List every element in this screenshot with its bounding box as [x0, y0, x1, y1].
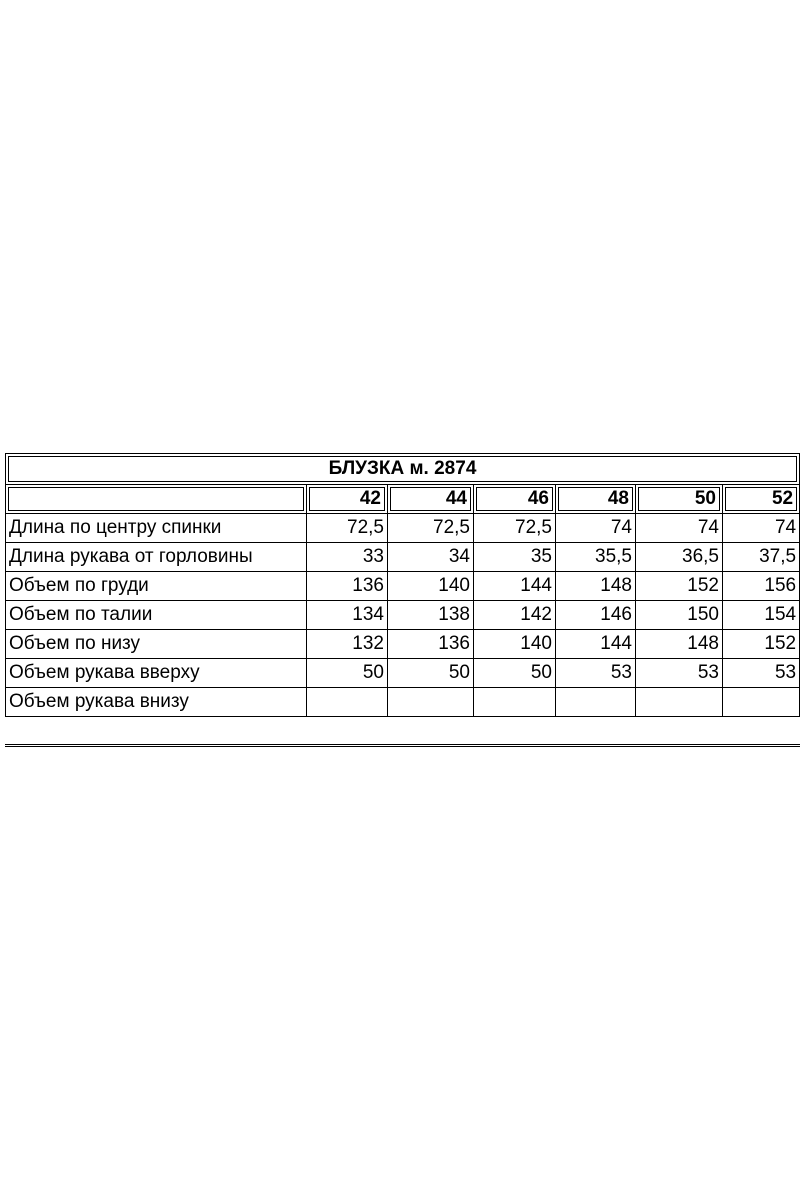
value-cell: 74 — [636, 514, 723, 543]
value-cell: 36,5 — [636, 543, 723, 572]
value-cell: 50 — [388, 659, 474, 688]
value-cell: 74 — [556, 514, 636, 543]
value-cell: 142 — [474, 601, 556, 630]
value-cell: 152 — [636, 572, 723, 601]
size-header-cell: 48 — [556, 485, 636, 514]
table-title: БЛУЗКА м. 2874 — [5, 453, 800, 485]
measurement-label: Объем по талии — [5, 601, 307, 630]
measurement-label: Объем рукава внизу — [5, 688, 307, 717]
table-row — [5, 659, 800, 688]
table-bottom-border — [5, 744, 800, 747]
measurement-label: Объем рукава вверху — [5, 659, 307, 688]
value-cell — [636, 688, 723, 717]
value-cell: 150 — [636, 601, 723, 630]
size-header-cell: 42 — [307, 485, 388, 514]
value-cell: 134 — [307, 601, 388, 630]
value-cell: 148 — [636, 630, 723, 659]
value-cell: 35,5 — [556, 543, 636, 572]
measurement-label: Объем по груди — [5, 572, 307, 601]
size-chart-table — [5, 453, 800, 717]
value-cell: 34 — [388, 543, 474, 572]
value-cell: 154 — [723, 601, 800, 630]
value-cell — [388, 688, 474, 717]
value-cell: 33 — [307, 543, 388, 572]
value-cell: 35 — [474, 543, 556, 572]
value-cell: 72,5 — [307, 514, 388, 543]
measurement-label: Длина рукава от горловины — [5, 543, 307, 572]
value-cell: 148 — [556, 572, 636, 601]
value-cell: 152 — [723, 630, 800, 659]
value-cell: 132 — [307, 630, 388, 659]
measurement-label: Объем по низу — [5, 630, 307, 659]
table-row — [5, 514, 800, 543]
value-cell: 37,5 — [723, 543, 800, 572]
size-header-cell: 52 — [723, 485, 800, 514]
value-cell — [307, 688, 388, 717]
value-cell: 144 — [556, 630, 636, 659]
value-cell: 50 — [474, 659, 556, 688]
size-header-cell: 44 — [388, 485, 474, 514]
value-cell — [556, 688, 636, 717]
value-cell — [723, 688, 800, 717]
table-row — [5, 543, 800, 572]
title-row — [5, 453, 800, 485]
table-row — [5, 688, 800, 717]
value-cell: 50 — [307, 659, 388, 688]
value-cell: 138 — [388, 601, 474, 630]
value-cell: 72,5 — [474, 514, 556, 543]
value-cell: 53 — [723, 659, 800, 688]
value-cell: 136 — [388, 630, 474, 659]
value-cell: 144 — [474, 572, 556, 601]
value-cell: 140 — [474, 630, 556, 659]
table-row — [5, 572, 800, 601]
value-cell — [474, 688, 556, 717]
value-cell: 156 — [723, 572, 800, 601]
value-cell: 146 — [556, 601, 636, 630]
measurement-label: Длина по центру спинки — [5, 514, 307, 543]
value-cell: 53 — [636, 659, 723, 688]
header-corner-cell — [5, 485, 307, 514]
table-row — [5, 630, 800, 659]
value-cell: 140 — [388, 572, 474, 601]
value-cell: 74 — [723, 514, 800, 543]
table-row — [5, 601, 800, 630]
value-cell: 72,5 — [388, 514, 474, 543]
size-header-cell: 50 — [636, 485, 723, 514]
size-header-cell: 46 — [474, 485, 556, 514]
size-header-row — [5, 485, 800, 514]
value-cell: 136 — [307, 572, 388, 601]
value-cell: 53 — [556, 659, 636, 688]
